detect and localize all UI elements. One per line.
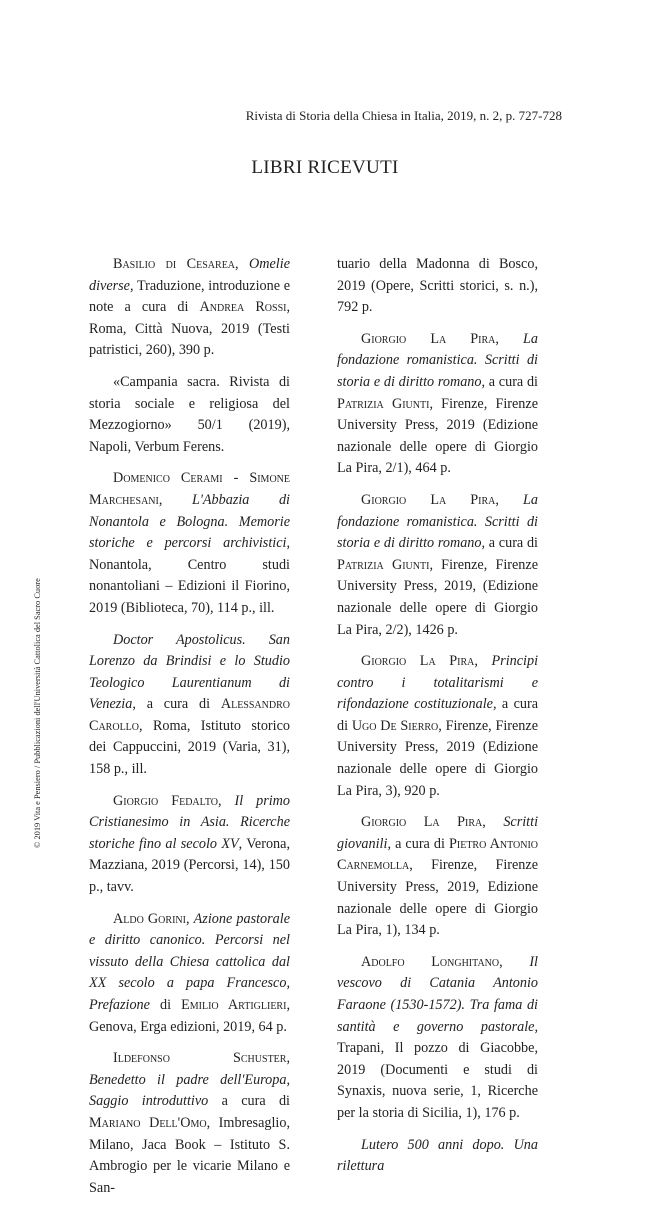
page-title: LIBRI RICEVUTI — [251, 157, 399, 178]
bib-entry — [337, 812, 538, 942]
entry-author: Giorgio La Pira — [361, 653, 475, 670]
running-head: Rivista di Storia della Chiesa in Italia, 2019, n. 2, p. 727-728 — [245, 108, 562, 123]
bib-entry — [337, 490, 538, 641]
entry-sep: , — [499, 953, 530, 970]
entry-work: La fondazione romanistica. Scritti di storia e di diritto romano, — [337, 491, 538, 552]
entry-tail: , Firenze, Firenze University Press, 2019, (Edizione nazionale delle opere di Giorgio La Pira, 2/2), 1426 p. — [337, 556, 539, 638]
entry-work: Azione pastorale e diritto canonico. Percorsi nel vissuto della Chiesa cattolica dal XX secolo a papa Francesco, Prefazione — [89, 910, 290, 1013]
entry-author: Domenico Cerami - Simone Marchesani — [89, 470, 290, 508]
entry-editor: Mariano Dell'Omo — [89, 1114, 207, 1131]
entry-sep: , — [158, 491, 192, 508]
entry-rest: a cura di — [208, 1093, 290, 1110]
entry-work: L'Abbazia di Nonantola e Bologna. Memorie storiche e percorsi archivistici — [89, 491, 291, 552]
entry-tail: , Imbresaglio, Milano, Jaca Book – Istituto S. Ambrogio per le vicarie Milano e San- — [89, 1114, 290, 1196]
entry-editor: Andrea Rossi — [199, 299, 287, 316]
left-column — [89, 254, 290, 1209]
bib-entry — [89, 372, 290, 458]
bib-entry — [89, 254, 290, 362]
bib-entry — [337, 329, 538, 480]
entry-editor: Patrizia Giunti — [337, 395, 430, 412]
entry-rest: «Campania sacra. Rivista di storia sociale e religiosa del Mezzogiorno» 50/1 (2019), Napoli, Verbum Ferens. — [89, 373, 290, 455]
entry-rest: Trapani, Il pozzo di Giacobbe, 2019 (Documenti e studi di Synaxis, nuova serie, 1, Ricerche per la storia di Sicilia, 1), 176 p. — [337, 1040, 538, 1121]
entry-author: Giorgio Fedalto — [113, 792, 218, 809]
entry-rest: , Nonantola, Centro studi nonantoliani – Edizioni il Fiorino, 2019 (Biblioteca, 70), 114 p., ill. — [89, 535, 290, 616]
entry-work: Lutero 500 anni dopo. Una rilettura — [337, 1136, 538, 1175]
entry-author: Adolfo Longhitano — [361, 953, 500, 970]
entry-editor: Emilio Artiglieri — [181, 997, 287, 1013]
entry-sep: , — [495, 491, 524, 508]
entry-work: Benedetto il padre dell'Europa, Saggio introduttivo — [89, 1071, 290, 1110]
entry-rest: tuario della Madonna di Bosco, 2019 (Opere, Scritti storici, s. n.), 792 p. — [337, 256, 538, 316]
entry-rest: , a cura di — [337, 696, 538, 734]
copyright-side-note: © 2019 Vita e Pensiero / Pubblicazioni dell'Università Cattolica del Sacro Cuore — [33, 578, 42, 848]
entry-work: La fondazione romanistica. Scritti di storia e di diritto romano, — [337, 330, 538, 390]
entry-rest: Traduzione, introduzione e note a cura di — [89, 277, 290, 316]
entry-rest: a cura di — [485, 535, 538, 552]
entry-tail: , Firenze, Firenze University Press, 2019 (Edizione nazionale delle opere di Giorgio La Pira, 2/1), 464 p. — [337, 395, 539, 477]
bib-entry — [89, 468, 290, 619]
entry-work: Principi contro i totalitarismi e rifondazione costituzionale — [337, 653, 539, 713]
entry-author: Basilio di Cesarea — [113, 256, 236, 272]
bib-entry — [337, 254, 538, 319]
bib-entry — [337, 952, 538, 1125]
entry-sep: , — [185, 910, 194, 927]
entry-sep: , — [474, 653, 492, 670]
bib-entry — [337, 1135, 538, 1178]
bib-entry — [337, 651, 538, 802]
entry-author: Giorgio La Pira — [361, 491, 496, 508]
entry-tail: , Roma, Città Nuova, 2019 (Testi patristici, 260), 390 p. — [89, 299, 291, 359]
entry-sep: , — [482, 814, 504, 831]
bib-entry — [89, 1048, 290, 1199]
entry-tail: , Genova, Erga edizioni, 2019, 64 p. — [89, 997, 290, 1035]
right-column — [337, 254, 538, 1188]
entry-rest: di — [149, 997, 182, 1013]
entry-editor: Pietro Antonio Carnemolla — [337, 835, 538, 874]
bib-entry — [89, 630, 290, 781]
entry-work: Il vescovo di Catania Antonio Faraone (1530-1572). Tra fama di santità e governo pastorale, — [337, 953, 538, 1035]
entry-tail: , Firenze, Firenze University Press, 2019 (Edizione nazionale delle opere di Giorgio La Pira, 3), 920 p. — [337, 717, 538, 799]
bib-entry — [89, 791, 290, 899]
entry-author: Aldo Gorini — [113, 910, 186, 927]
entry-rest: , a cura di — [387, 835, 449, 852]
entry-editor: Alessandro Carollo — [89, 696, 290, 734]
entry-author: Giorgio La Pira — [361, 814, 483, 831]
entry-editor: Patrizia Giunti — [337, 556, 430, 573]
entry-tail: , Roma, Istituto storico dei Cappuccini, 2019 (Varia, 31), 158 p., ill. — [89, 717, 290, 778]
entry-tail: , Firenze, Firenze University Press, 2019, Edizione nazionale delle opere di Giorgio La Pira, 1), 134 p. — [337, 857, 538, 939]
entry-sep: , — [217, 792, 235, 809]
entry-work: Doctor Apostolicus. San Lorenzo da Brindisi e lo Studio Teologico Laurentianum di Venezia — [89, 631, 290, 713]
entry-work: Il primo Cristianesimo in Asia. Ricerche storiche fino al secolo XV — [89, 792, 290, 852]
entry-author: Giorgio La Pira — [361, 330, 496, 347]
entry-rest: , a cura di — [132, 696, 221, 713]
entry-editor: Ugo De Sierro — [351, 717, 439, 734]
bib-entry — [89, 909, 290, 1039]
entry-sep: , — [235, 256, 250, 272]
entry-work: Scritti giovanili — [337, 814, 539, 852]
entry-work: Omelie diverse, — [89, 256, 290, 294]
entry-sep: , — [495, 330, 524, 347]
entry-sep: , — [286, 1050, 290, 1067]
entry-rest: a cura di — [485, 373, 538, 390]
entry-author: Ildefonso Schuster — [113, 1050, 287, 1067]
entry-rest: , Verona, Mazziana, 2019 (Percorsi, 14), 150 p., tavv. — [89, 835, 290, 896]
